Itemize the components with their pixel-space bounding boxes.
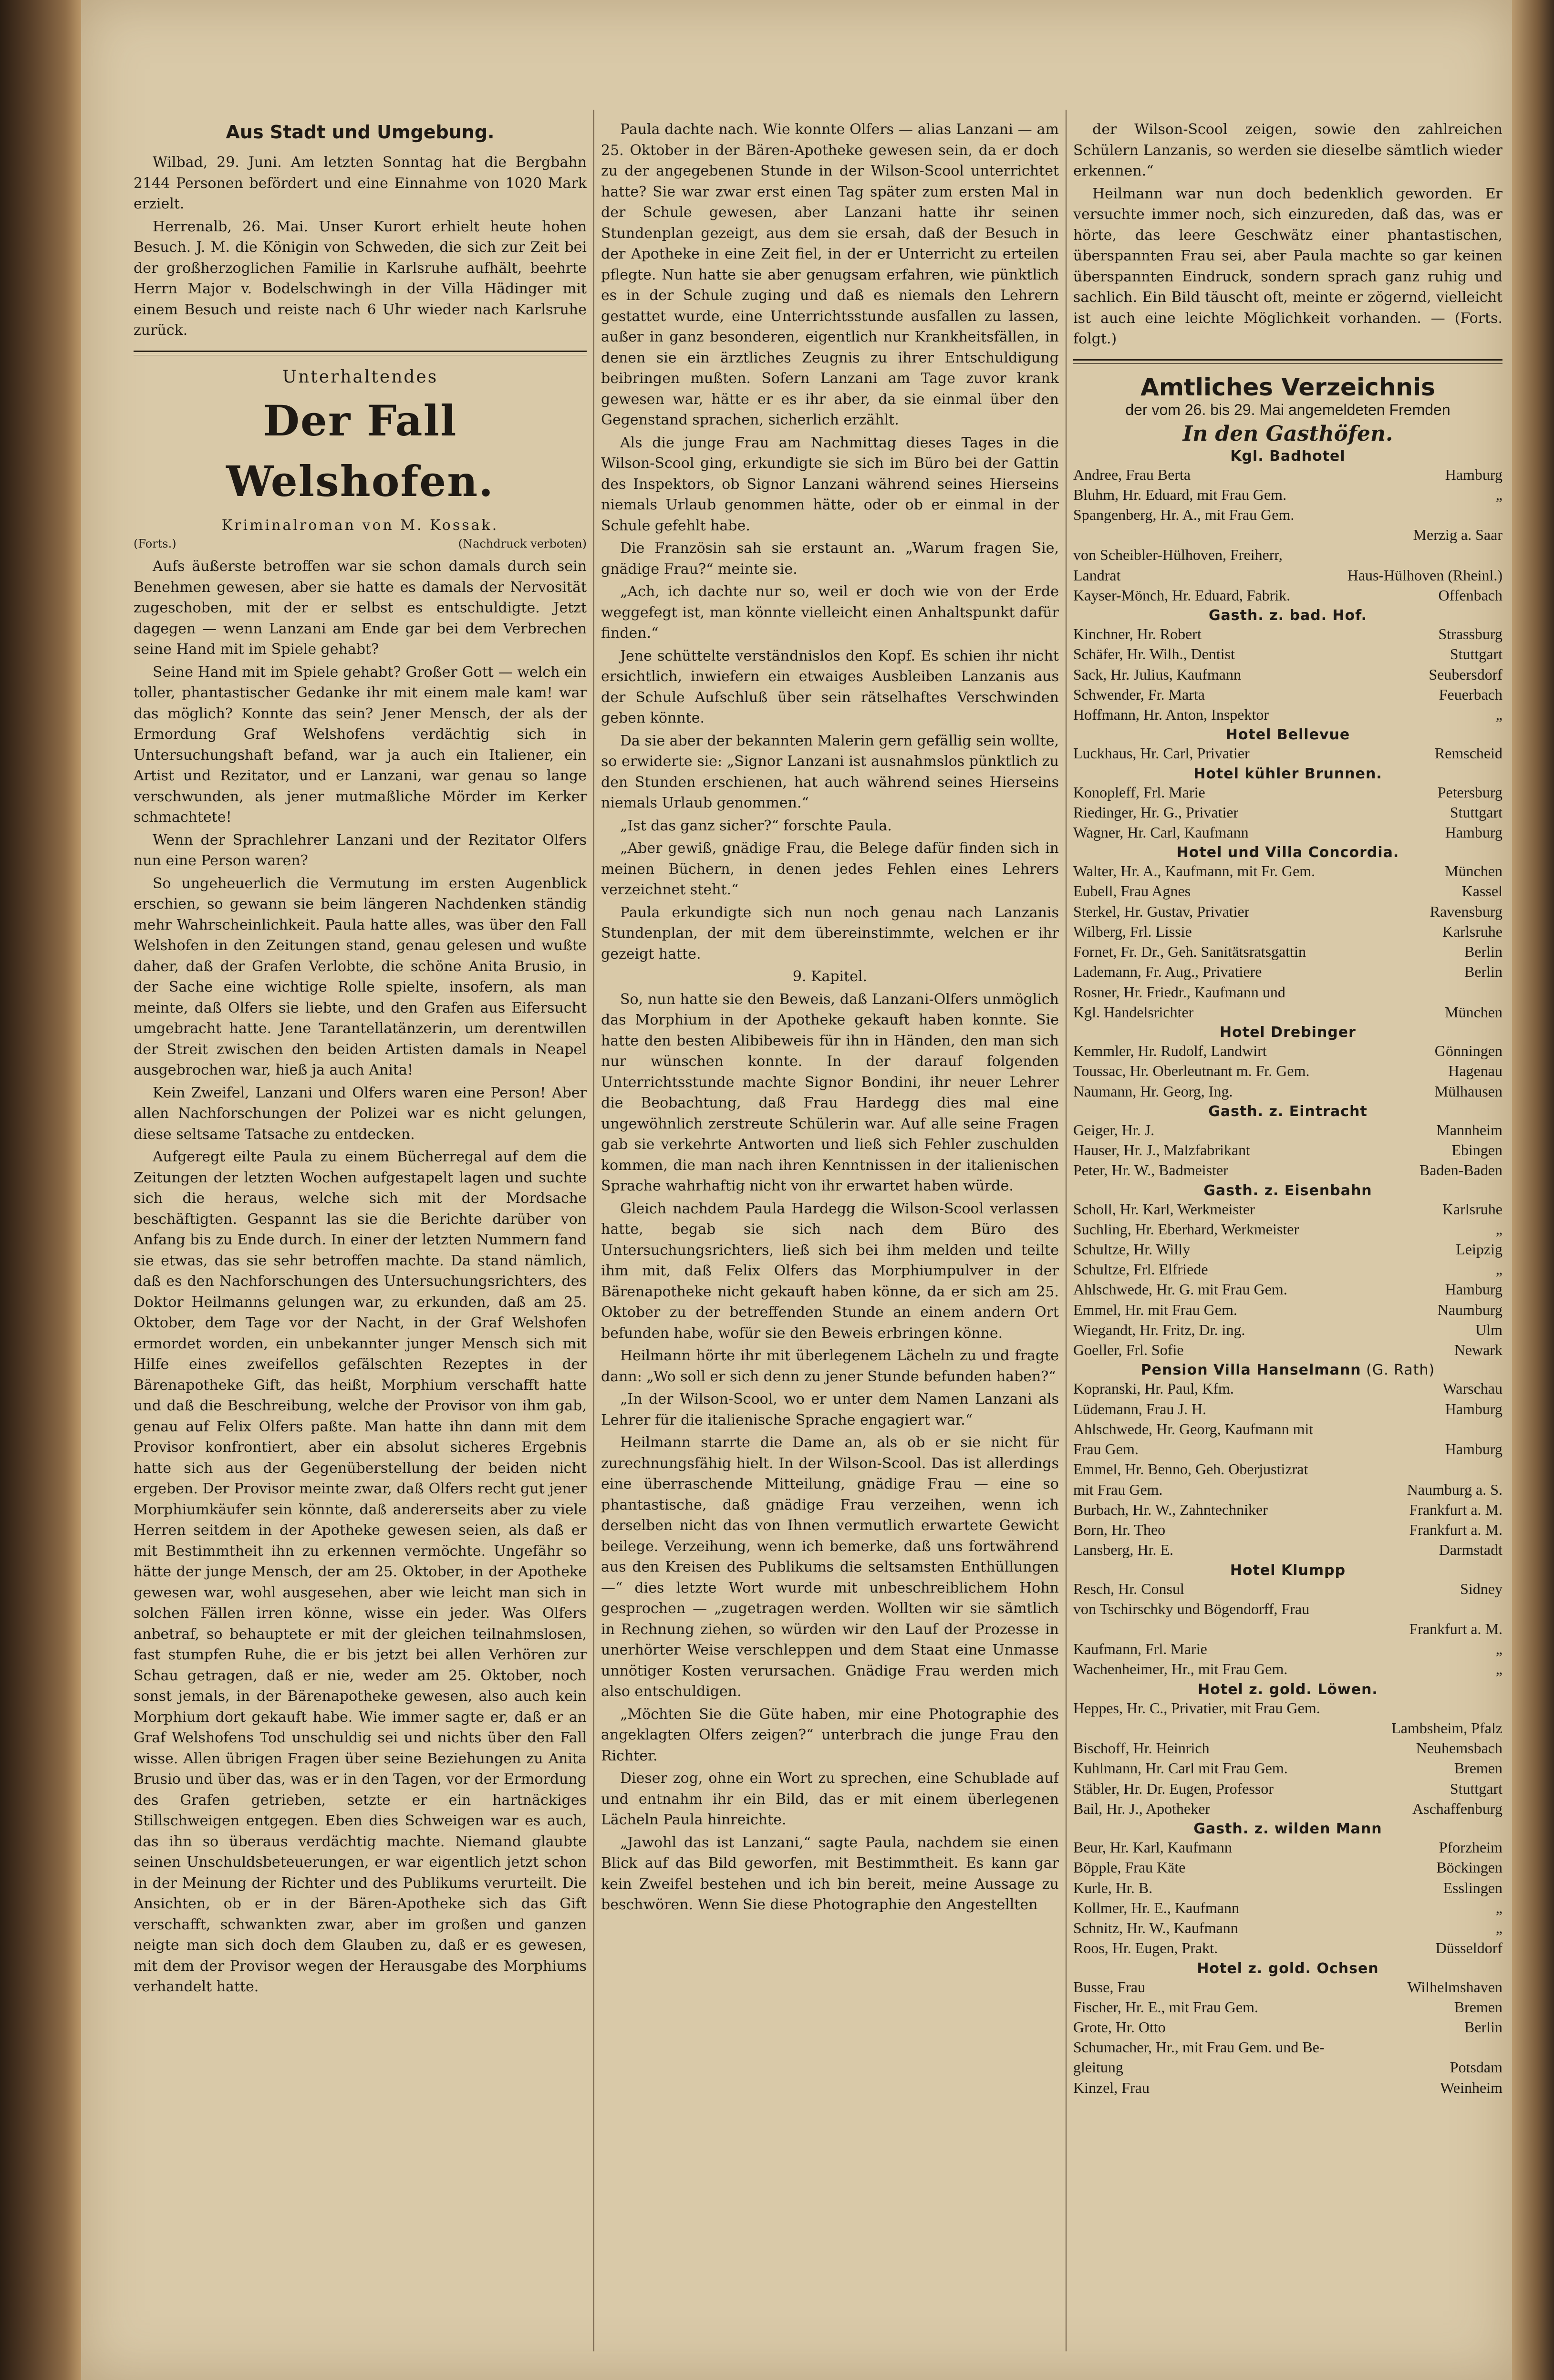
hotel-heading: [1073, 1362, 1502, 1378]
guest-entry: [1073, 1279, 1502, 1299]
paragraph: Dieser zog, ohne ein Wort zu sprechen, eine Schublade auf und entnahm ihr ein Bild, das er mit einem überlegenen Lächeln Paula hinreichte.: [601, 1770, 1059, 1828]
guest-name: Goeller, Frl. Sofie: [1073, 1341, 1184, 1359]
guest-entry: [1073, 565, 1502, 585]
guest-name: gleitung: [1073, 2059, 1123, 2076]
hotel-heading: [1073, 1103, 1502, 1120]
guest-name: Lademann, Fr. Aug., Privatiere: [1073, 963, 1262, 981]
guest-town: München: [1445, 1003, 1502, 1021]
guest-town: „: [1495, 1919, 1502, 1937]
guest-town: Haus-Hülhoven (Rheinl.): [1347, 566, 1502, 584]
guest-name: Emmel, Hr. mit Frau Gem.: [1073, 1301, 1237, 1318]
guest-name: Schnitz, Hr. W., Kaufmann: [1073, 1919, 1238, 1937]
serial-body-3: [1073, 119, 1502, 350]
guest-entry: [1073, 1738, 1502, 1758]
hotel-name: Hotel kühler Brunnen.: [1193, 765, 1382, 782]
guest-entry: [1073, 2078, 1502, 2098]
hotel-heading: [1073, 726, 1502, 743]
guest-town: Naumburg: [1437, 1301, 1502, 1318]
serial-notes: [134, 536, 587, 552]
paragraph: Die Französin sah sie erstaunt an. „Warum fragen Sie, gnädige Frau?“ meinte sie.: [601, 540, 1059, 578]
guest-town: Berlin: [1464, 943, 1502, 961]
guest-name: Kurle, Hr. B.: [1073, 1879, 1153, 1896]
guest-entry: [1073, 1718, 1502, 1738]
guest-name: Spangenberg, Hr. A., mit Frau Gem.: [1073, 506, 1295, 523]
serial-body-1: [134, 556, 587, 1997]
hotel-note: (G. Rath): [1361, 1362, 1435, 1379]
guest-name: Grote, Hr. Otto: [1073, 2018, 1166, 2036]
guest-entry: [1073, 822, 1502, 842]
guest-name: Kuhlmann, Hr. Carl mit Frau Gem.: [1073, 1759, 1288, 1777]
guest-name: Kgl. Handelsrichter: [1073, 1003, 1194, 1021]
guest-entry: [1073, 1540, 1502, 1560]
guest-entry: [1073, 1259, 1502, 1279]
guest-town: Bremen: [1454, 1759, 1502, 1777]
paragraph: „Jawohl das ist Lanzani,“ sagte Paula, nachdem sie einen Blick auf das Bild geworfen, mit Bestimmtheit. Es kann gar kein Zweifel bestehen und ich bin bereit, meine Aussage zu beschwören. Wenn Sie diese Photographie den Angestellten: [601, 1834, 1059, 1913]
guest-entry: [1073, 1837, 1502, 1857]
paragraph: Aufs äußerste betroffen war sie schon damals durch sein Benehmen gewesen, aber sie hatte es damals der Nervosität zugeschoben, mit der er selbst es entschuldigte. Jetzt dagegen — wenn Lanzani am Ende gar bei dem Verbrechen seine Hand mit im Spiele gehabt?: [134, 558, 587, 658]
guest-entry: [1073, 1799, 1502, 1819]
guest-entry: [1073, 782, 1502, 802]
paragraph: Jene schüttelte verständnislos den Kopf. Es schien ihr nicht ersichtlich, inwiefern ein etwaiges Ausbleiben Lanzanis aus der Schule Aufschluß über sein rätselhaftes Verschwinden geben könnte.: [601, 647, 1059, 726]
guest-name: Hauser, Hr. J., Malzfabrikant: [1073, 1141, 1251, 1159]
guest-entry: [1073, 861, 1502, 881]
guest-entry: [1073, 1439, 1502, 1459]
guest-town: München: [1445, 862, 1502, 880]
hotel-name: Gasth. z. wilden Mann: [1193, 1821, 1382, 1838]
guest-entry: [1073, 802, 1502, 822]
hotel-heading: [1073, 607, 1502, 624]
guest-entry: [1073, 1857, 1502, 1877]
divider: [1073, 359, 1502, 364]
news-item: Herrenalb, 26. Mai. Unser Kurort erhielt heute hohen Besuch. J. M. die Königin von Schweden, die sich zur Zeit bei der großherzoglichen Familie in Karlsruhe aufhält, beehrte Herrn Major v. Bodelschwingh in der Villa Hädinger mit einem Besuch und reiste nach 6 Uhr wieder nach Karlsruhe zurück.: [134, 218, 587, 339]
guest-town: Frankfurt a. M.: [1409, 1500, 1502, 1518]
guest-name: Schultze, Frl. Elfriede: [1073, 1261, 1208, 1278]
guest-town: Offenbach: [1438, 586, 1502, 604]
guest-name: Bischoff, Hr. Heinrich: [1073, 1739, 1210, 1757]
guest-name: Frau Gem.: [1073, 1440, 1139, 1458]
hotel-name: Hotel Klumpp: [1230, 1562, 1346, 1579]
guest-entry: [1073, 1219, 1502, 1239]
guest-entry: [1073, 1938, 1502, 1958]
guest-name: Bluhm, Hr. Eduard, mit Frau Gem.: [1073, 486, 1287, 503]
paragraph: „Ist das ganz sicher?“ forschte Paula.: [620, 817, 892, 834]
guest-entry: [1073, 982, 1502, 1002]
hotel-heading: [1073, 766, 1502, 782]
guest-town: Ulm: [1475, 1321, 1502, 1338]
guest-entry: [1073, 1918, 1502, 1938]
guest-entry: [1073, 1140, 1502, 1160]
guest-town: Stuttgart: [1450, 645, 1502, 663]
guest-name: Wilberg, Frl. Lissie: [1073, 922, 1192, 940]
guest-town: „: [1495, 1220, 1502, 1238]
guest-name: Kollmer, Hr. E., Kaufmann: [1073, 1899, 1239, 1916]
register-subtitle: der vom 26. bis 29. Mai angemeldeten Fremden: [1125, 401, 1450, 418]
guest-town: Leipzig: [1456, 1241, 1502, 1258]
guest-name: Burbach, Hr. W., Zahntechniker: [1073, 1500, 1268, 1518]
guest-town: Neuhemsbach: [1416, 1739, 1502, 1757]
guest-entry: [1073, 1320, 1502, 1340]
hotel-heading: [1073, 844, 1502, 861]
paragraph: So ungeheuerlich die Vermutung im ersten Augenblick erschien, so gewann sie beim längeren Nachdenken ständig mehr Wahrscheinlichkeit. Paula hatte alles, was über den Fall Welshofen in den Zeitungen stand, genau gelesen und wußte daher, daß der Grafen Verlobte, die schöne Anita Brusio, in der Sache eine wichtige Rolle spielte, insofern, als man meinte, daß Olfers sie liebte, und den Grafen aus Eifersucht umgebracht hatte. Jene Tarantellatänzerin, um derentwillen der Streit zwischen den beiden Artisten damals in Neapel ausgebrochen war, hieß ja auch Anita!: [134, 875, 587, 1079]
guest-town: Newark: [1454, 1341, 1502, 1359]
guest-town: Hamburg: [1445, 1400, 1502, 1418]
guest-name: Fischer, Hr. E., mit Frau Gem.: [1073, 1998, 1258, 2016]
guest-entry: [1073, 1160, 1502, 1180]
guest-town: Seubersdorf: [1429, 665, 1502, 683]
guest-town: Frankfurt a. M.: [1409, 1521, 1502, 1539]
guest-town: Böckingen: [1436, 1859, 1502, 1876]
guest-entry: [1073, 2057, 1502, 2077]
hotel-heading: [1073, 1821, 1502, 1837]
hotel-name: Hotel Drebinger: [1220, 1024, 1356, 1041]
paragraph: „Möchten Sie die Güte haben, mir eine Photographie des angeklagten Olfers zeigen?“ unterbrach die junge Frau den Richter.: [601, 1706, 1059, 1764]
guest-town: Darmstadt: [1439, 1541, 1502, 1559]
guest-town: Warschau: [1442, 1380, 1502, 1397]
guest-entry: [1073, 1659, 1502, 1679]
local-news-heading: Aus Stadt und Umgebung.: [226, 122, 495, 143]
hotel-name: Gasth. z. Eintracht: [1208, 1103, 1368, 1120]
guest-entry: [1073, 1081, 1502, 1101]
guest-entry: [1073, 545, 1502, 565]
paragraph: So, nun hatte sie den Beweis, daß Lanzani-Olfers unmöglich das Morphium in der Apotheke gekauft haben konnte. Sie hatte den besten Alibibeweis für ihn in Händen, den man sich nur wünschen konnte. In der darauf folgenden Unterrichtsstunde machte Signor Bondini, ihr neuer Lehrer die Beobachtung, daß Frau Hardegg dies mal eine ungewöhnlich zerstreute Schülerin war. Auf alle seine Fragen gab sie verkehrte Antworten und ließ sich Fehler zuschulden kommen, die man nach ihren Kenntnissen in der italienischen Sprache wahrhaftig nicht von ihr erwartet haben würde.: [601, 991, 1059, 1194]
guest-name: Walter, Hr. A., Kaufmann, mit Fr. Gem.: [1073, 862, 1316, 880]
guest-name: von Tschirschky und Bögendorff, Frau: [1073, 1600, 1310, 1617]
guest-entry: [1073, 505, 1502, 525]
guest-name: Konopleff, Frl. Marie: [1073, 783, 1205, 801]
hotel-name: Pension Villa Hanselmann: [1140, 1362, 1361, 1379]
column-rule: [593, 110, 594, 2351]
guest-entry: [1073, 1459, 1502, 1479]
news-item: Wilbad, 29. Juni. Am letzten Sonntag hat die Bergbahn 2144 Personen befördert und eine Einnahme von 1020 Mark erzielt.: [134, 154, 587, 213]
guest-name: Schumacher, Hr., mit Frau Gem. und Be-: [1073, 2039, 1325, 2056]
guest-name: Lüdemann, Frau J. H.: [1073, 1400, 1207, 1418]
guest-name: Resch, Hr. Consul: [1073, 1580, 1184, 1597]
guest-town: Berlin: [1464, 2018, 1502, 2036]
guest-name: Stäbler, Hr. Dr. Eugen, Professor: [1073, 1780, 1274, 1797]
guest-name: Born, Hr. Theo: [1073, 1521, 1166, 1539]
serial-body-2: [601, 119, 1059, 1915]
book-binding: [0, 0, 81, 2380]
paragraph: Heilmann war nun doch bedenklich geworden. Er versuchte immer noch, sich einzureden, daß das, was er hörte, das leere Geschwätz einer phantastischen, überspannten Frau sei, aber Paula machte so gar keinen überspannten Eindruck, sondern sprach ganz ruhig und sachlich. Ein Bild täuscht oft, meinte er zögernd, vielleicht ist auch eine leichte Möglichkeit vorhanden. — (Forts. folgt.): [1073, 185, 1502, 347]
continued-note: (Forts.): [134, 537, 176, 551]
guest-name: Kopranski, Hr. Paul, Kfm.: [1073, 1380, 1234, 1397]
guest-town: Hamburg: [1445, 1440, 1502, 1458]
guest-town: Hamburg: [1445, 1281, 1502, 1298]
guest-entry: [1073, 1199, 1502, 1219]
guest-entry: [1073, 1599, 1502, 1619]
paragraph: Heilmann hörte ihr mit überlegenem Lächeln zu und fragte dann: „Wo soll er sich denn zu jener Stunde befunden haben?“: [601, 1347, 1059, 1385]
guest-entry: [1073, 624, 1502, 644]
hotel-heading: [1073, 1681, 1502, 1698]
guest-name: Eubell, Frau Agnes: [1073, 882, 1191, 900]
guest-name: Beur, Hr. Karl, Kaufmann: [1073, 1839, 1232, 1856]
guest-entry: [1073, 704, 1502, 724]
guest-name: Schäfer, Hr. Wilh., Dentist: [1073, 645, 1235, 663]
guest-name: Geiger, Hr. J.: [1073, 1121, 1155, 1138]
guest-town: Naumburg a. S.: [1407, 1480, 1502, 1498]
page-edge: [1512, 0, 1554, 2380]
guest-entry: [1073, 901, 1502, 921]
guest-town: Petersburg: [1437, 783, 1502, 801]
guest-name: mit Frau Gem.: [1073, 1480, 1163, 1498]
guest-town: Bremen: [1454, 1998, 1502, 2016]
guest-entry: [1073, 2037, 1502, 2057]
guest-town: Merzig a. Saar: [1413, 526, 1502, 544]
guest-town: Gönningen: [1434, 1042, 1502, 1060]
guest-name: Naumann, Hr. Georg, Ing.: [1073, 1082, 1233, 1100]
column-rule: [1066, 110, 1067, 2351]
hotel-name: Hotel und Villa Concordia.: [1176, 844, 1399, 861]
guest-name: Toussac, Hr. Oberleutnant m. Fr. Gem.: [1073, 1062, 1310, 1080]
guest-entry: [1073, 881, 1502, 901]
guest-entry: [1073, 1698, 1502, 1718]
paragraph: Heilmann starrte die Dame an, als ob er sie nicht für zurechnungsfähig hielt. In der Wilson-Scool. Das ist allerdings eine überraschende Mitteilung, gnädige Frau — eine so phantastische, daß gnädige Frau verzeihen, wenn ich derselben nicht das von Ihnen vermutlich erwartete Gewicht beilege. Verzeihung, wenn ich bemerke, daß uns fortwährend aus den Kreisen des Publikums die seltsamsten Enthüllungen —“ dies letzte Wort wurde mit unbeschreiblichem Hohn gesprochen — „zugetragen werden. Wollten wir sie sämtlich in Rechnung ziehen, so würden wir den Lauf der Prozesse in unerhörter Weise verschleppen und dem Staat eine Unmasse unnötiger Kosten verursachen. Gnädige Frau werden mich also entschuldigen.: [601, 1434, 1059, 1700]
guest-entry: [1073, 525, 1502, 545]
guest-town: Weinheim: [1440, 2079, 1502, 2096]
hotel-name: Hotel z. gold. Löwen.: [1198, 1681, 1378, 1698]
guest-entry: [1073, 1500, 1502, 1520]
guest-entry: [1073, 1997, 1502, 2017]
hotel-name: Hotel Bellevue: [1225, 726, 1350, 744]
guest-name: Roos, Hr. Eugen, Prakt.: [1073, 1939, 1218, 1957]
hotel-heading: [1073, 1024, 1502, 1041]
guest-entry: [1073, 1340, 1502, 1360]
guest-entry: [1073, 1300, 1502, 1320]
guest-name: Suchling, Hr. Eberhard, Werkmeister: [1073, 1220, 1299, 1238]
guest-entry: [1073, 942, 1502, 962]
guest-town: „: [1495, 1640, 1502, 1658]
guest-name: von Scheibler-Hülhoven, Freiherr,: [1073, 546, 1283, 564]
paragraph: Aufgeregt eilte Paula zu einem Bücherregal auf dem die Zeitungen der letzten Wochen aufgestapelt lagen und suchte sich die heraus, welche sich mit der Mordsache beschäftigten. Gespannt las sie die Berichte darüber von Anfang bis zu Ende durch. In einer der letzten Nummern fand sie etwas, das sie sehr betroffen machte. Da stand nämlich, daß es den Nachforschungen des Untersuchungsrichters, des Doktor Heilmanns gelungen war, zu erkunden, daß am 25. Oktober, dem Tage vor der Nacht, in der Graf Welshofen ermordet worden, ein unbekannter junger Mensch sich mit Hilfe eines zweifellos gefälschten Rezeptes in der Bärenapotheke Gift, das heißt, Morphium verschafft hatte und daß die Beschreibung, welche der Provisor von ihm gab, genau auf Felix Olfers paßte. Man hatte ihn dann mit dem Provisor konfrontiert, aber ein absolut sicheres Ergebnis hatte sich aus der Gegenüberstellung der beiden nicht ergeben. Der Provisor meinte zwar, daß Olfers recht gut jener Morphiumkäufer sein könnte, daß andererseits aber zu viele Herren seitdem in der Apotheke gewesen seien, als daß er mit Bestimmtheit ihn zu erkennen vermöchte. Ungefähr so hätte der junge Mensch, der am 25. Oktober, in der Apotheke gewesen war, wohl ausgesehen, aber wie leicht man sich in solchen Fällen irren könne, wisse ein jeder. Was Olfers anbetraf, so behauptete er mit der gleichen teilnahmslosen, fast stumpfen Ruhe, die er bis jetzt bei allen Verhören zur Schau getragen, daß er nie, weder am 25. Oktober, noch sonst jemals, in der Bärenapotheke gewesen, also auch kein Morphium dort gekauft habe. Wie immer sagte er, daß er an Graf Welshofens Tod unschuldig sei und nichts über den Fall wisse. Allen übrigen Fragen über seine Beziehungen zu Anita Brusio und über das, was er in den Tagen, vor der Ermordung des Grafen getrieben, setzte er ein hartnäckiges Stillschweigen entgegen. Eben dies Schweigen war es auch, das ihn so überaus verdächtig machte. Niemand glaubte seinen Unschuldsbeteuerungen, er war eigentlich jetzt schon in der Meinung der Richter und des Publikums verurteilt. Die Ansichten, ob er in der Bären-Apotheke sich das Gift verschafft, schwankten zwar, aber im großen und ganzen neigte man sich doch dem Glauben zu, daß er es gewesen, mit dem der Provisor wegen der Herausgabe des Morphiums verhandelt hatte.: [134, 1149, 587, 1996]
paragraph: Paula dachte nach. Wie konnte Olfers — alias Lanzani — am 25. Oktober in der Bären-Apotheke gewesen sein, da er doch zu der angegebenen Stunde in der Wilson-Scool unterrichtet hatte? Sie war zwar erst einen Tag später zum ersten Mal in der Schule gewesen, aber Lanzani hatte ihr seinen Stundenplan gezeigt, aus dem sie ersah, daß der Besuch in der Apotheke in eine Zeit fiel, in der er Unterricht zu erteilen pflegte. Nun hatte sie aber genugsam erfahren, wie pünktlich es in der Schule zuging und daß es niemals den Lehrern gestattet wurde, eine Unterrichtsstunde ausfallen zu lassen, außer in ganz besonderen, eigentlich nur Krankheitsfällen, in denen sie ein ärztliches Zeugnis zu ihrer Entschuldigung beibringen mußten. Sofern Lanzani am Tage zuvor krank gewesen war, hätte er es ihr aber, da sie einmal über den Gegenstand sprachen, sicherlich erzählt.: [601, 121, 1059, 428]
guest-town: „: [1495, 486, 1502, 503]
guest-name: Luckhaus, Hr. Carl, Privatier: [1073, 745, 1250, 762]
guest-entry: [1073, 1480, 1502, 1500]
paragraph: Da sie aber der bekannten Malerin gern gefällig sein wollte, so erwiderte sie: „Signor Lanzani ist ausnahmslos pünktlich zu den Stunden erschienen, hat auch während seines Hierseins niemals Urlaub genommen.“: [601, 732, 1059, 811]
guest-name: Scholl, Hr. Karl, Werkmeister: [1073, 1200, 1255, 1218]
guest-town: Wilhelmshaven: [1407, 1978, 1502, 1996]
paragraph: Seine Hand mit im Spiele gehabt? Großer Gott — welch ein toller, phantastischer Gedanke ihr mit einem male kam! war das möglich? Konnte das sein? Jener Mensch, der als der Ermordung Graf Welshofens verdächtig sich in Untersuchungshaft befand, war ja auch ein Italiener, ein Artist und Rezitator, und er Lanzani, war genau so lange verschwunden, als jener mutmaßliche Mörder im Kerker schmachtete!: [134, 663, 587, 826]
guest-town: Potsdam: [1450, 2059, 1502, 2076]
hotel-heading: [1073, 1960, 1502, 1977]
guest-entry: [1073, 1758, 1502, 1778]
hotel-heading: [1073, 448, 1502, 465]
guest-town: Hamburg: [1445, 466, 1502, 483]
guest-town: Berlin: [1464, 963, 1502, 981]
guest-entry: [1073, 1399, 1502, 1419]
guest-name: Bail, Hr. J., Apotheker: [1073, 1800, 1211, 1817]
guest-entry: [1073, 644, 1502, 664]
guest-name: Kaufmann, Frl. Marie: [1073, 1640, 1207, 1658]
guest-town: Stuttgart: [1450, 1780, 1502, 1797]
guest-town: Kassel: [1461, 882, 1502, 900]
guest-entry: [1073, 1639, 1502, 1659]
guest-town: Feuerbach: [1439, 685, 1502, 703]
guest-entry: [1073, 1977, 1502, 1997]
guest-town: Hamburg: [1445, 824, 1502, 841]
guest-town: Mannheim: [1436, 1121, 1502, 1138]
guest-name: Sack, Hr. Julius, Kaufmann: [1073, 665, 1241, 683]
guest-entry: [1073, 465, 1502, 485]
paragraph: „Aber gewiß, gnädige Frau, die Belege dafür finden sich in meinen Büchern, in denen jedes Fehlen eines Lehrers verzeichnet steht.“: [601, 840, 1059, 898]
guest-name: Kemmler, Hr. Rudolf, Landwirt: [1073, 1042, 1267, 1060]
chapter-heading: 9. Kapitel.: [792, 968, 868, 985]
guest-name: Wachenheimer, Hr., mit Frau Gem.: [1073, 1660, 1288, 1678]
guest-name: Emmel, Hr. Benno, Geh. Oberjustizrat: [1073, 1460, 1308, 1478]
guest-entry: [1073, 1579, 1502, 1599]
guest-entry: [1073, 684, 1502, 704]
guest-name: Schultze, Hr. Willy: [1073, 1241, 1191, 1258]
guest-name: Hoffmann, Hr. Anton, Inspektor: [1073, 706, 1269, 724]
serial-byline: Kriminalroman von M. Kossak.: [221, 517, 499, 534]
section-kicker: Unterhaltendes: [282, 367, 438, 387]
guest-town: Mülhausen: [1434, 1082, 1502, 1100]
guest-entry: [1073, 1419, 1502, 1439]
paragraph: Als die junge Frau am Nachmittag dieses Tages in die Wilson-Scool ging, erkundigte sie sich im Büro bei der Gattin des Inspektors, ob Signor Lanzani während seines Hierseins niemals Urlaub genommen hätte, oder ob er einmal in der Schule gefehlt habe.: [601, 434, 1059, 534]
guest-town: Aschaffenburg: [1412, 1800, 1502, 1817]
register-title: Amtliches Verzeichnis: [1140, 373, 1435, 401]
hotel-name: Gasth. z. Eisenbahn: [1203, 1182, 1372, 1199]
divider: [134, 351, 587, 355]
guest-entry: [1073, 1520, 1502, 1540]
guest-name: Riedinger, Hr. G., Privatier: [1073, 803, 1239, 821]
guest-name: Wiegandt, Hr. Fritz, Dr. ing.: [1073, 1321, 1245, 1338]
guest-name: Andree, Frau Berta: [1073, 466, 1191, 483]
guest-name: Lansberg, Hr. E.: [1073, 1541, 1174, 1559]
guest-town: Esslingen: [1443, 1879, 1502, 1896]
guest-name: Wagner, Hr. Carl, Kaufmann: [1073, 824, 1249, 841]
guest-town: Ebingen: [1451, 1141, 1502, 1159]
guest-entry: [1073, 743, 1502, 763]
guest-entry: [1073, 921, 1502, 942]
guest-name: Sterkel, Hr. Gustav, Privatier: [1073, 902, 1250, 920]
guest-town: Strassburg: [1438, 625, 1502, 643]
paragraph: der Wilson-Scool zeigen, sowie den zahlreichen Schülern Lanzanis, so werden sie dieselbe sämtlich wieder erkennen.“: [1073, 121, 1502, 179]
guest-entry: [1073, 664, 1502, 684]
guest-name: Kayser-Mönch, Hr. Eduard, Fabrik.: [1073, 586, 1291, 604]
guest-register: [1073, 448, 1502, 2098]
guest-town: Karlsruhe: [1442, 1200, 1502, 1218]
guest-entry: [1073, 1239, 1502, 1259]
paragraph: Kein Zweifel, Lanzani und Olfers waren eine Person! Aber allen Nachforschungen der Polizei war es nicht gelungen, diese seltsame Tatsache zu entdecken.: [134, 1084, 587, 1143]
guest-town: Baden-Baden: [1419, 1161, 1502, 1179]
guest-town: Ravensburg: [1430, 902, 1502, 920]
guest-name: Böpple, Frau Käte: [1073, 1859, 1186, 1876]
guest-name: Heppes, Hr. C., Privatier, mit Frau Gem.: [1073, 1699, 1320, 1717]
hotel-heading: [1073, 1562, 1502, 1579]
serial-title: Der Fall Welshofen.: [226, 395, 494, 507]
column-1: [134, 119, 587, 2351]
paragraph: „In der Wilson-Scool, wo er unter dem Namen Lanzani als Lehrer für die italienische Sprache engagiert war.“: [601, 1391, 1059, 1428]
guest-name: Busse, Frau: [1073, 1978, 1146, 1996]
guest-name: Kinzel, Frau: [1073, 2079, 1150, 2096]
guest-town: Frankfurt a. M.: [1409, 1620, 1502, 1637]
hotel-name: Hotel z. gold. Ochsen: [1197, 1960, 1379, 1977]
guest-entry: [1073, 1061, 1502, 1081]
rights-note: (Nachdruck verboten): [458, 537, 587, 551]
guest-entry: [1073, 1120, 1502, 1140]
guest-town: Düsseldorf: [1435, 1939, 1502, 1957]
guest-town: „: [1495, 1261, 1502, 1278]
guest-town: Karlsruhe: [1442, 922, 1502, 940]
paragraph: „Ach, ich dachte nur so, weil er doch wie von der Erde weggefegt ist, man könnte vielleicht einen Anhaltspunkt dafür finden.“: [601, 583, 1059, 642]
guest-entry: [1073, 1878, 1502, 1898]
paragraph: Gleich nachdem Paula Hardegg die Wilson-Scool verlassen hatte, begab sie sich nach dem Büro des Untersuchungsrichters, ließ sich bei ihm melden und teilte ihm mit, daß Felix Olfers das Morphiumpulver in der Bärenapotheke nicht gekauft haben könne, da er sich am 25. Oktober zu der betreffenden Stunde an einem andern Ort befunden habe, wofür sie den Beweis erbringen könne.: [601, 1200, 1059, 1342]
register-section: In den Gasthöfen.: [1182, 421, 1393, 446]
guest-town: „: [1495, 1660, 1502, 1678]
guest-entry: [1073, 1002, 1502, 1022]
guest-entry: [1073, 1619, 1502, 1639]
guest-entry: [1073, 1041, 1502, 1061]
guest-town: Sidney: [1460, 1580, 1502, 1597]
guest-town: Stuttgart: [1450, 803, 1502, 821]
column-3: [1073, 119, 1502, 2351]
guest-entry: [1073, 585, 1502, 605]
guest-entry: [1073, 1779, 1502, 1799]
guest-name: Landrat: [1073, 566, 1121, 584]
hotel-name: Kgl. Badhotel: [1230, 447, 1346, 465]
guest-name: Schwender, Fr. Marta: [1073, 685, 1205, 703]
guest-name: Fornet, Fr. Dr., Geh. Sanitätsratsgattin: [1073, 943, 1306, 961]
guest-town: Hagenau: [1448, 1062, 1502, 1080]
guest-town: Pforzheim: [1439, 1839, 1502, 1856]
column-2: [601, 119, 1059, 2351]
guest-name: Peter, Hr. W., Badmeister: [1073, 1161, 1228, 1179]
paragraph: Wenn der Sprachlehrer Lanzani und der Rezitator Olfers nun eine Person waren?: [134, 831, 587, 869]
guest-town: Lambsheim, Pfalz: [1391, 1719, 1502, 1737]
guest-name: Kinchner, Hr. Robert: [1073, 625, 1202, 643]
guest-name: Ahlschwede, Hr. Georg, Kaufmann mit: [1073, 1420, 1314, 1438]
guest-entry: [1073, 1378, 1502, 1398]
guest-town: „: [1495, 706, 1502, 724]
paragraph: Paula erkundigte sich nun noch genau nach Lanzanis Stundenplan, der mit dem übereinstimmte, welchen er ihr gezeigt hatte.: [601, 904, 1059, 962]
hotel-heading: [1073, 1182, 1502, 1199]
guest-entry: [1073, 2017, 1502, 2037]
guest-entry: [1073, 485, 1502, 505]
guest-entry: [1073, 962, 1502, 982]
guest-name: Ahlschwede, Hr. G. mit Frau Gem.: [1073, 1281, 1287, 1298]
guest-town: „: [1495, 1899, 1502, 1916]
guest-name: Rosner, Hr. Friedr., Kaufmann und: [1073, 983, 1285, 1001]
hotel-name: Gasth. z. bad. Hof.: [1208, 607, 1368, 624]
guest-town: Remscheid: [1434, 745, 1502, 762]
guest-entry: [1073, 1898, 1502, 1918]
newspaper-page: [81, 0, 1512, 2380]
